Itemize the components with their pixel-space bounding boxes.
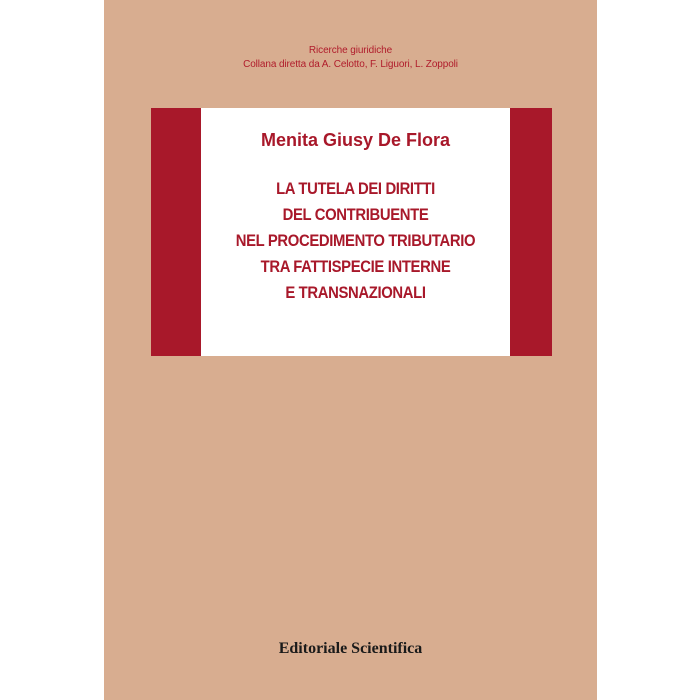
title-line: TRA FATTISPECIE INTERNE [260,258,451,276]
title-line: LA TUTELA DEI DIRITTI [276,180,435,198]
series-editors: Collana diretta da A. Celotto, F. Liguori, L. Zoppoli [243,59,458,70]
author-name: Menita Giusy De Flora [260,130,451,150]
book-cover [104,0,597,700]
publisher-name: Editoriale Scientifica [278,640,423,657]
title-line: NEL PROCEDIMENTO TRIBUTARIO [235,232,476,250]
series-name: Ricerche giuridiche [308,45,393,56]
title-line: DEL CONTRIBUENTE [282,206,429,224]
title-band [151,108,552,356]
book-title [216,176,494,306]
title-line: E TRANSNAZIONALI [285,284,426,302]
title-panel [201,108,510,356]
